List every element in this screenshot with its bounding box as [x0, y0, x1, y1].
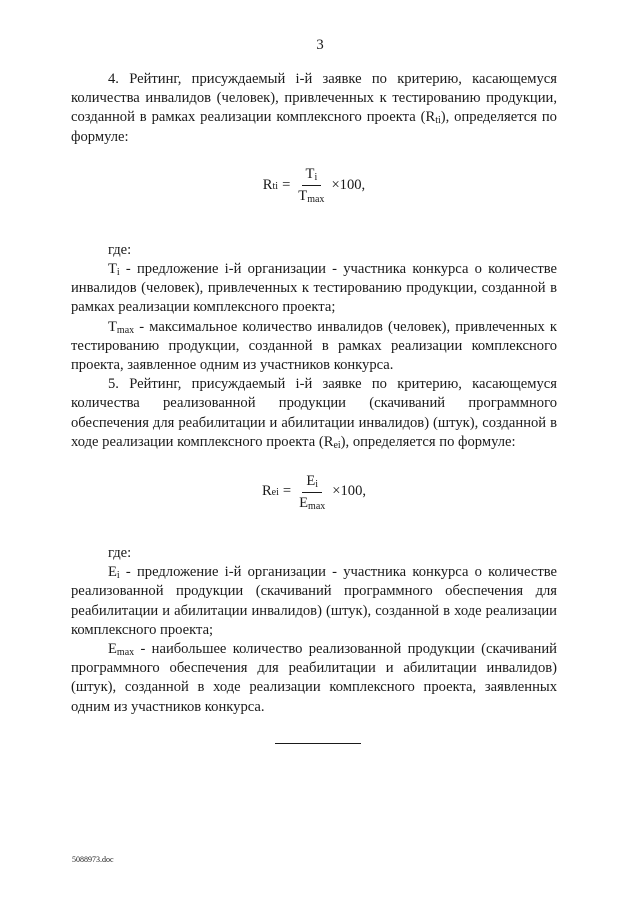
formula-fraction [295, 473, 329, 512]
formula-equals: = [282, 177, 291, 194]
where-label: где: [108, 241, 132, 258]
formula-numerator: $T_i$ [302, 166, 322, 186]
formula-multiplier: ×100, [331, 177, 366, 194]
formula-r-ei [71, 460, 557, 524]
formula-denominator: $T_{max}$ [298, 188, 325, 206]
formula-lhs: R ti [262, 177, 279, 194]
page-number: 3 [316, 37, 324, 53]
definition-e-i: $E_i$ - предложение i-й организации - участника конкурса о количестве реализованной продукции (скачиваний программного обеспечения для реабилитации и абилитации инвалидов) (штук), созданной в ходе реализации комплексного проекта; [71, 564, 557, 638]
formula-denominator: $E_{max}$ [299, 494, 326, 512]
definition-t-i: $T_i$ - предложение i-й организации - участника конкурса о количестве инвалидов (человек), привлеченных к тестированию продукции, созданной в рамках реализации комплексного проекта; [71, 261, 557, 316]
definition-e-max: $E_{max}$ - наибольшее количество реализованной продукции (скачиваний программного обеспечения для реабилитации и абилитации инвалидов) (штук), созданной в ходе реализации комплексного проекта, заявленных одним из участников конкурса. [71, 641, 557, 715]
footer-filename: 5088973.doc [72, 855, 114, 864]
section-5-intro: 5. Рейтинг, присуждаемый i-й заявке по критерию, касающемуся количества реализованной продукции (скачиваний программного обеспечения для реабилитации и абилитации инвалидов) (штук), созданной в ходе реализации комплексного проекта $(R_{ei})$, определяется по формуле: [71, 376, 557, 451]
formula-numerator: $E_i$ [302, 473, 322, 493]
where-label: где: [108, 545, 132, 562]
formula-multiplier: ×100, [332, 483, 367, 500]
document-body [71, 70, 557, 717]
formula-equals: = [282, 483, 292, 500]
section-4-intro: 4. Рейтинг, присуждаемый i-й заявке по критерию, касающемуся количества инвалидов (человек), привлеченных к тестированию продукции, созданной в рамках реализации комплексного проекта $(R_{ti})$, определяется по формуле: [71, 71, 557, 145]
definition-t-max: $T_{max}$ - максимальное количество инвалидов (человек), привлеченных к тестированию продукции, созданной в рамках реализации комплексного проекта, заявленное одним из участников конкурса. [71, 318, 557, 374]
formula-r-ti [71, 153, 557, 219]
formula-lhs: R ei [261, 483, 279, 500]
end-divider [275, 743, 361, 744]
formula-fraction [294, 166, 328, 205]
